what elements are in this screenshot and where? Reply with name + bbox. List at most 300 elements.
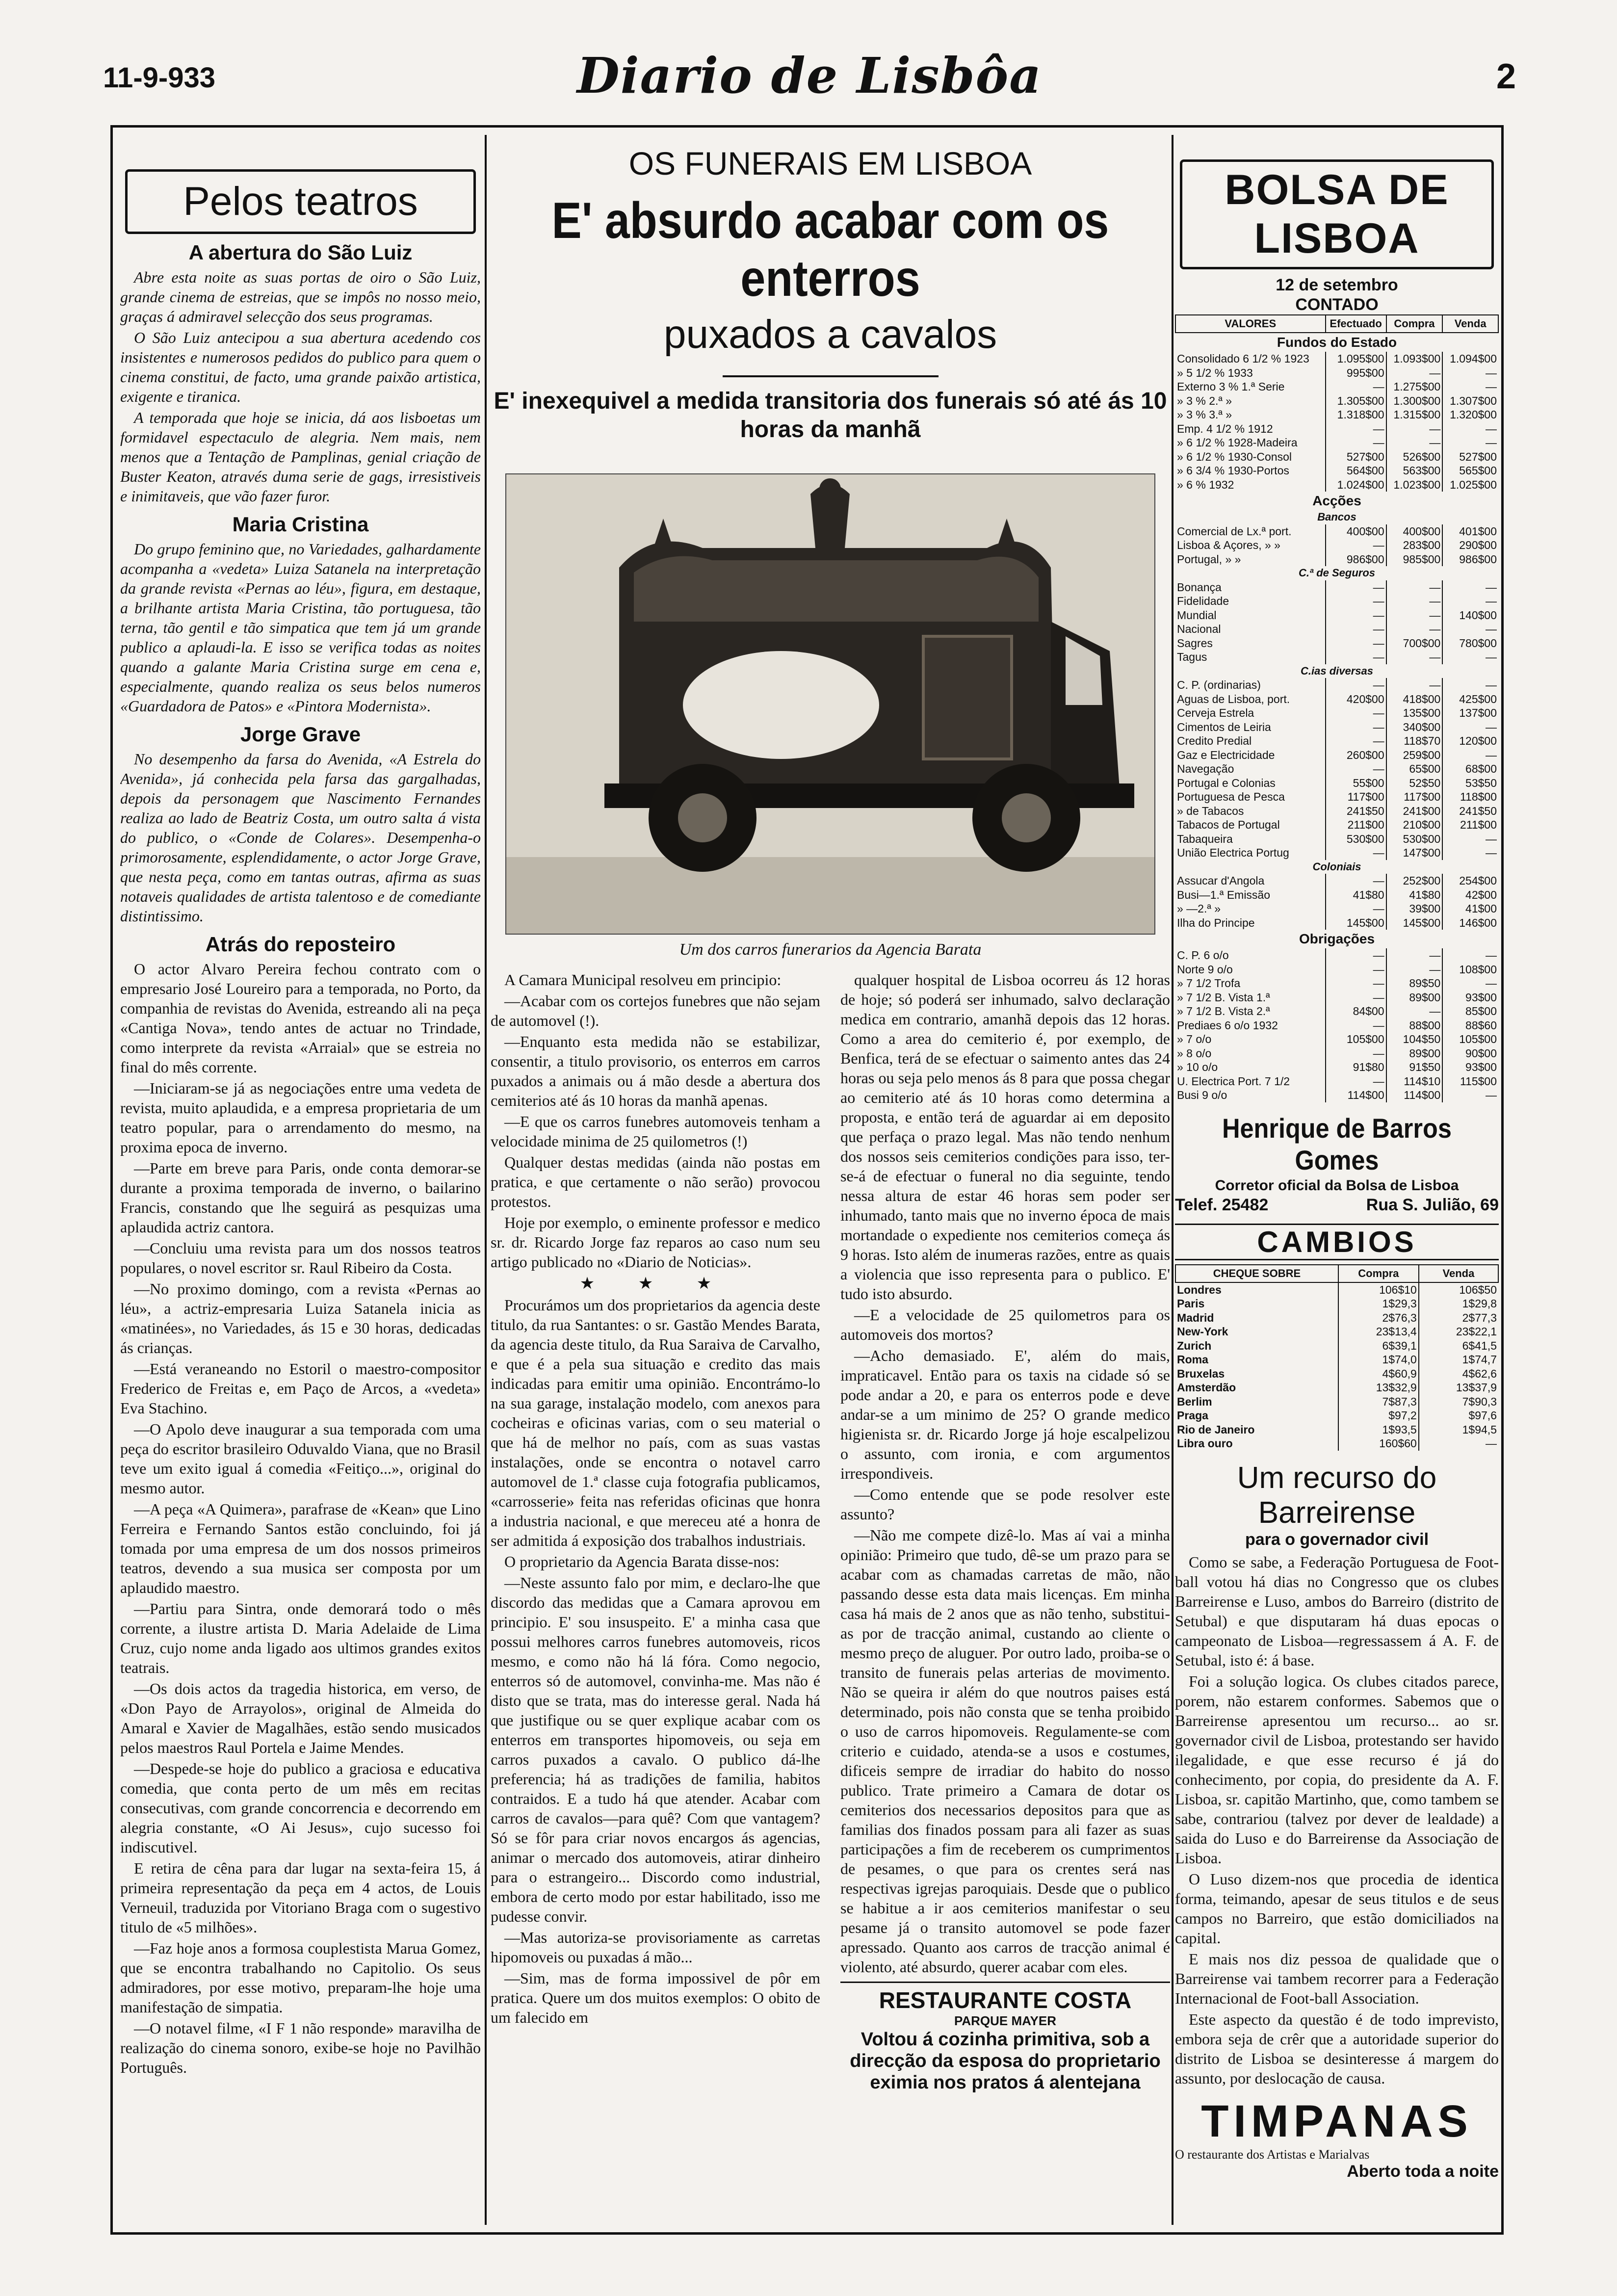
bolsa-compra: 283$00: [1386, 538, 1443, 552]
bolsa-section-label: Acções: [1312, 493, 1361, 508]
bolsa-row: [1175, 976, 1498, 991]
cambios-venda: 1$74,7: [1419, 1353, 1498, 1367]
bolsa-compra: 147$00: [1386, 846, 1443, 860]
bolsa-efectuado: 527$00: [1326, 450, 1386, 464]
article-kicker: OS FUNERAIS EM LISBOA: [628, 145, 1032, 182]
barreirense-subtitle: para o governador civil: [1245, 1530, 1429, 1549]
cambios-column-header: CHEQUE SOBRE: [1175, 1265, 1338, 1282]
cambios-venda: $97,6: [1419, 1409, 1498, 1423]
bolsa-security: » 6 1/2 % 1930-Consol: [1177, 450, 1292, 463]
bolsa-venda: —: [1442, 1088, 1498, 1102]
bolsa-compra: 89$50: [1386, 976, 1443, 991]
bolsa-compra: 340$00: [1386, 720, 1443, 734]
bolsa-venda: 137$00: [1442, 706, 1498, 720]
article-body: [491, 970, 1170, 2093]
bolsa-security: » 7 1/2 B. Vista 2.ª: [1177, 1005, 1270, 1018]
bolsa-security: Ilha do Principe: [1177, 916, 1255, 929]
bolsa-table: [1175, 314, 1499, 1102]
bolsa-row: [1175, 706, 1498, 720]
bolsa-compra: 52$50: [1386, 776, 1443, 790]
article-paragraph: —Sim, mas de forma impossivel de pôr em pratica. Quere um dos muitos exemplos: O obito de um falecido em: [491, 1969, 820, 2026]
barreirense-body: [1175, 1552, 1499, 2088]
bolsa-section-label: Coloniais: [1312, 860, 1361, 873]
masthead: [98, 47, 1521, 120]
cambios-row: [1175, 1367, 1498, 1381]
bolsa-efectuado: —: [1326, 422, 1386, 436]
bolsa-compra: —: [1386, 678, 1443, 692]
article-body-left: [491, 970, 820, 2093]
cambios-compra: 1$29,3: [1338, 1297, 1419, 1311]
bolsa-section-label: C.ª de Seguros: [1298, 567, 1376, 579]
cambios-row: [1175, 1339, 1498, 1353]
bolsa-efectuado: 114$00: [1326, 1088, 1386, 1102]
cambios-compra: $97,2: [1338, 1409, 1419, 1423]
article-paragraph: —Como entende que se pode resolver este assunto?: [840, 1486, 1170, 1523]
bolsa-venda: —: [1442, 650, 1498, 664]
bolsa-efectuado: —: [1326, 846, 1386, 860]
bolsa-row: [1175, 650, 1498, 664]
bolsa-security: Norte 9 o/o: [1177, 963, 1233, 976]
timpanas-ad-text: [1175, 2147, 1499, 2162]
cambios-venda: 7$90,3: [1419, 1395, 1498, 1409]
theatre-paragraph: Do grupo feminino que, no Variedades, galhardamente acompanha a «vedeta» Luiza Satanela na interpretação da grande revista «Pernas ao léu», figura, em destaque, a brilhante artista Maria Cristina, tão portuguesa, tão terna, tão gentil e tão simpatica que tem já um grande publico a aplaudi-la. E isso se verifica todas as noites quando a galante Maria Cristina surge em cena e, especialmente, quando realiza os seus belos numeros «Guardadora de Patos» e «Pintora Modernista».: [120, 540, 481, 715]
bolsa-security: C. P. (ordinarias): [1177, 678, 1261, 691]
issue-date: 11-9-933: [103, 62, 215, 94]
bolsa-compra: 135$00: [1386, 706, 1443, 720]
bolsa-venda: —: [1442, 580, 1498, 595]
barreirense-paragraph: Como se sabe, a Federação Portuguesa de Foot-ball votou há dias no Congresso que os clubes Barreirense e Luso, ambos do Barreiro (distrito de Setubal) e que disputaram há duas epocas o campeonato de Lisboa—regressassem á A. F. de Setubal, isto é: á base.: [1175, 1553, 1499, 1669]
restaurant-ad-body: Voltou á cozinha primitiva, sob a direcção da esposa do proprietario eximia nos pratos á alentejana: [850, 2029, 1161, 2093]
bolsa-venda: —: [1442, 422, 1498, 436]
bolsa-compra: —: [1386, 948, 1443, 963]
cambios-city: Zurich: [1177, 1339, 1212, 1352]
article-body-right: [840, 970, 1170, 2093]
bolsa-compra: 117$00: [1386, 790, 1443, 804]
bolsa-security: Assucar d'Angola: [1177, 874, 1265, 887]
bolsa-efectuado: —: [1326, 594, 1386, 608]
bolsa-row: [1175, 580, 1498, 595]
bolsa-efectuado: —: [1326, 380, 1386, 394]
barreirense-paragraph: Foi a solução logica. Os clubes citados parece, porem, não estarem conformes. Sabemos que o Barreirense apresentou um recurso... ao sr. governador civil de Lisboa, protestando ser havido ilegalidade, e que esse recurso é já do conhecimento, por copia, do presidente da A. F. Lisboa, sr. capitão Martinho, que, como tambem se sabe, contrariou (talvez por dever de lealdade) a saida do Luso e do Barreirense da Associação de Lisboa.: [1175, 1672, 1499, 1867]
bolsa-section-row: [1175, 333, 1498, 352]
cambios-venda: 13$37,9: [1419, 1381, 1498, 1395]
bolsa-venda: —: [1442, 366, 1498, 380]
bolsa-compra: 252$00: [1386, 874, 1443, 888]
bolsa-column-header: Venda: [1442, 315, 1498, 333]
bolsa-efectuado: —: [1326, 963, 1386, 977]
bolsa-efectuado: 986$00: [1326, 552, 1386, 567]
cambios-city: Rio de Janeiro: [1177, 1423, 1255, 1436]
cambios-row: [1175, 1409, 1498, 1423]
article-paragraph: —Não me compete dizê-lo. Mas aí vai a minha opinião: Primeiro que tudo, dê-se um prazo para se acabar com as chamadas carretas de mão, não passando desse esta data mais licenças. Em minha casa há mais de 2 anos que as não tenho, substitui-as por de tracção animal, custando ao cliente o mesmo preço de aluguer. Por outro lado, proiba-se o transito de funerais pelas arterias de movimento. Não se queira ir além do que noutros paises está determinado, pois não consta que se tenha proibido o uso de carros hipomoveis. Regulamente-se com criterio e cuidado, atenda-se a usos e costumes, dificeis sempre de irradiar do habito do nosso publico. Trate primeiro a Camara de dotar os cemiterios dos necessarios depositos para que as familias dos finados possam para ali fazer as suas participações a fim de receberem os cumprimentos de pesames, o que para os crentes será nas respectivas igrejas paroquiais. Desde que o publico se habitue a ir aos cemiterios manifestar o seu pesame já o transito automovel se pode fazer apressado. Quanto aos carros de tracção animal é violento, até absurdo, querer acabar com eles.: [840, 1526, 1170, 1976]
bolsa-efectuado: —: [1326, 622, 1386, 636]
bolsa-compra: 563$00: [1386, 464, 1443, 478]
bolsa-efectuado: —: [1326, 650, 1386, 664]
bolsa-compra: 1.300$00: [1386, 394, 1443, 408]
cambios-row: [1175, 1311, 1498, 1325]
bolsa-efectuado: 564$00: [1326, 464, 1386, 478]
bolsa-security: Nacional: [1177, 623, 1221, 635]
theatre-paragraph: No desempenho da farsa do Avenida, «A Estrela do Avenida», já conhecida pela farsa das gargalhadas, depois da personagem que Nascimento Fernandes realiza ao lado de Beatriz Costa, um outro salta á vista do publico, o «Conde de Colares». Desempenha-o primorosamente, esplendidamente, o actor Jorge Grave, que nesta peça, como em tantas outras, afirma as suas notaveis qualidades de artista talentoso e de comediante distintissimo.: [120, 750, 481, 925]
bolsa-security: Cerveja Estrela: [1177, 706, 1254, 719]
bolsa-venda: 290$00: [1442, 538, 1498, 552]
bolsa-compra: —: [1386, 1004, 1443, 1018]
broker-address: Rua S. Julião, 69: [1366, 1195, 1499, 1214]
cambios-row: [1175, 1395, 1498, 1409]
bolsa-efectuado: 1.318$00: [1326, 408, 1386, 422]
cambios-row: [1175, 1282, 1498, 1297]
cambios-city: Praga: [1177, 1409, 1208, 1422]
bolsa-column-header: VALORES: [1175, 315, 1326, 333]
bolsa-venda: 140$00: [1442, 608, 1498, 623]
divider: [723, 375, 939, 377]
bolsa-compra: 530$00: [1386, 832, 1443, 846]
bolsa-security: Navegação: [1177, 762, 1234, 775]
bolsa-compra: 91$50: [1386, 1060, 1443, 1074]
bolsa-row: [1175, 594, 1498, 608]
cambios-compra: 160$60: [1338, 1436, 1419, 1451]
bolsa-venda: —: [1442, 948, 1498, 963]
cambios-city: Amsterdão: [1177, 1381, 1236, 1394]
cambios-venda: 1$29,8: [1419, 1297, 1498, 1311]
article-paragraph: Hoje por exemplo, o eminente professor e medico sr. dr. Ricardo Jorge faz reparos ao caso num seu artigo publicado no «Diario de Noticias».: [491, 1214, 820, 1271]
bolsa-security: Prediaes 6 o/o 1932: [1177, 1018, 1278, 1032]
bolsa-row: [1175, 734, 1498, 748]
bolsa-compra: 65$00: [1386, 762, 1443, 776]
theatre-subheading: Jorge Grave: [240, 723, 361, 746]
bolsa-efectuado: 241$50: [1326, 804, 1386, 818]
bolsa-security: Gaz e Electricidade: [1177, 748, 1275, 761]
article-paragraph: Qualquer destas medidas (ainda não postas em pratica, e que certamente o não serão) provocou protestos.: [491, 1153, 820, 1210]
bolsa-venda: 115$00: [1442, 1074, 1498, 1089]
bolsa-section-row: [1175, 566, 1498, 580]
article-paragraph: Procurámos um dos proprietarios da agencia deste titulo, da rua Santantes: o sr. Gastão Mendes Barata, da agencia deste titulo, da Rua Saraiva de Carvalho, e que é a pela sua situação e credito das mais indicadas para emitir uma opinião. Encontrámo-lo na sua garage, instalação modelo, com anexos para cocheiras e oficinas varias, com o seu material o que há de melhor no país, com as suas vastas instalações, onde se encontra o notavel carro automovel de 1.ª classe cuja fotografia publicamos, «carrosserie» feita nas referidas oficinas que honra a industria nacional, e que mereceu até a honra de ser admitida á exposição dos trabalhos industriais.: [491, 1296, 820, 1549]
bolsa-row: [1175, 1032, 1498, 1046]
bolsa-row: [1175, 1004, 1498, 1018]
bolsa-venda: 105$00: [1442, 1032, 1498, 1046]
bolsa-venda: 425$00: [1442, 692, 1498, 706]
theatre-paragraph: —Está veraneando no Estoril o maestro-compositor Frederico de Freitas e, em Paço de Arcos, a «vedeta» Eva Stachino.: [120, 1360, 481, 1417]
bolsa-venda: 93$00: [1442, 1060, 1498, 1074]
bolsa-venda: 1.094$00: [1442, 352, 1498, 366]
article-paragraph: qualquer hospital de Lisboa ocorreu ás 12 horas de hoje; só poderá ser inhumado, salvo declaração medica em contrario, amanhã depois das 12 horas. Como a area do cemiterio é, por exemplo, de Benfica, terá de se efectuar o saimento antes das 24 horas ou seja pelo menos ás 8 para que possa chegar ao cemiterio até ás 10 horas como determina a proposta, e então terá de aguardar ai em deposito que perfaça o prazo legal. Mas não tendo nenhum dos nossos seis cemiterios condições para isso, ter-se-á de efectuar o funeral no dia seguinte, tendo nessa altura de estar 46 horas sem poder ser inhumado, tanto mais que no inverno época de mais mortandade o expediente nos cemiterios começa ás 9 horas. Isto além de inumeras razões, entre as quais a violencia que isso representa para o publico. E' tudo isto absurdo.: [840, 971, 1170, 1303]
bolsa-security: Credito Predial: [1177, 734, 1252, 747]
bolsa-efectuado: —: [1326, 1046, 1386, 1061]
bolsa-row: [1175, 804, 1498, 818]
bolsa-security: Aguas de Lisboa, port.: [1177, 692, 1290, 705]
bolsa-compra: 104$50: [1386, 1032, 1443, 1046]
cambios-city: Londres: [1177, 1283, 1222, 1296]
cambios-city: Madrid: [1177, 1311, 1214, 1324]
bolsa-section-row: [1175, 510, 1498, 524]
bolsa-section-label: Bancos: [1317, 511, 1356, 523]
bolsa-venda: —: [1442, 380, 1498, 394]
bolsa-venda: —: [1442, 832, 1498, 846]
cambios-compra: 23$13,4: [1338, 1325, 1419, 1339]
bolsa-row: [1175, 991, 1498, 1005]
restaurant-ad: [840, 1982, 1170, 2093]
bolsa-venda: 120$00: [1442, 734, 1498, 748]
bolsa-security: » 8 o/o: [1177, 1046, 1212, 1060]
bolsa-efectuado: 1.095$00: [1326, 352, 1386, 366]
theatre-paragraph: —O notavel filme, «I F 1 não responde» maravilha de realização do cinema sonoro, exibe-se hoje no Pavilhão Português.: [120, 2019, 481, 2076]
bolsa-efectuado: 145$00: [1326, 916, 1386, 930]
restaurant-ad-title: RESTAURANTE COSTA: [879, 1987, 1132, 2013]
bolsa-efectuado: —: [1326, 608, 1386, 623]
article-paragraph: —E que os carros funebres automoveis tenham a velocidade minima de 25 quilometros (!): [491, 1113, 820, 1150]
bolsa-row: [1175, 622, 1498, 636]
timpanas-ad-title: TIMPANAS: [1201, 2096, 1473, 2146]
bolsa-compra: 145$00: [1386, 916, 1443, 930]
bolsa-compra: 1.275$00: [1386, 380, 1443, 394]
bolsa-efectuado: 530$00: [1326, 832, 1386, 846]
bolsa-row: [1175, 720, 1498, 734]
bolsa-row: [1175, 636, 1498, 651]
bolsa-venda: 88$60: [1442, 1018, 1498, 1033]
bolsa-row: [1175, 916, 1498, 930]
theatre-paragraph: —Concluiu uma revista para um dos nossos teatros populares, o novel escritor sr. Raul Ribeiro da Costa.: [120, 1239, 481, 1277]
bolsa-row: [1175, 478, 1498, 492]
broker-name: Henrique de Barros Gomes: [1222, 1112, 1452, 1175]
bolsa-venda: —: [1442, 678, 1498, 692]
bolsa-row: [1175, 408, 1498, 422]
bolsa-venda: 85$00: [1442, 1004, 1498, 1018]
cambios-row: [1175, 1423, 1498, 1437]
cambios-venda: 4$62,6: [1419, 1367, 1498, 1381]
bolsa-compra: 114$10: [1386, 1074, 1443, 1089]
bolsa-venda: 108$00: [1442, 963, 1498, 977]
bolsa-venda: 93$00: [1442, 991, 1498, 1005]
barreirense-paragraph: Este aspecto da questão é de todo imprevisto, embora seja de crêr que a autoridade superior do distrito de Lisboa se desinteresse á margem do assunto, por deslocação de causa.: [1175, 2010, 1499, 2087]
barreirense-title: Um recurso do Barreirense: [1237, 1461, 1437, 1530]
cambios-table: [1175, 1264, 1499, 1451]
broker-phone: Telef. 25482: [1175, 1195, 1269, 1214]
bolsa-row: [1175, 352, 1498, 366]
bolsa-row: [1175, 1088, 1498, 1102]
bolsa-efectuado: 995$00: [1326, 366, 1386, 380]
bolsa-compra: —: [1386, 608, 1443, 623]
bolsa-venda: —: [1442, 594, 1498, 608]
bolsa-compra: 259$00: [1386, 748, 1443, 762]
cambios-city: Libra ouro: [1177, 1437, 1233, 1450]
bolsa-efectuado: 55$00: [1326, 776, 1386, 790]
bolsa-compra: —: [1386, 622, 1443, 636]
bolsa-row: [1175, 422, 1498, 436]
bolsa-venda: —: [1442, 720, 1498, 734]
bolsa-security: Cimentos de Leiria: [1177, 720, 1271, 733]
cambios-row: [1175, 1381, 1498, 1395]
bolsa-compra: 985$00: [1386, 552, 1443, 567]
bolsa-compra: 88$00: [1386, 1018, 1443, 1033]
bolsa-venda: —: [1442, 976, 1498, 991]
bolsa-efectuado: 260$00: [1326, 748, 1386, 762]
bolsa-security: » 6 1/2 % 1928-Madeira: [1177, 436, 1298, 449]
bolsa-compra: 210$00: [1386, 818, 1443, 832]
theatre-paragraph: O São Luiz antecipou a sua abertura acedendo cos insistentes e numerosos pedidos do publico para quem o cinema constitui, de facto, uma grande paixão artistica, exigente e tiranica.: [120, 329, 481, 405]
bolsa-venda: 41$00: [1442, 902, 1498, 916]
bolsa-row: [1175, 1074, 1498, 1089]
bolsa-venda: 1.320$00: [1442, 408, 1498, 422]
bolsa-section-label: C.ias diversas: [1301, 664, 1373, 677]
bolsa-security: União Electrica Portug: [1177, 846, 1289, 859]
broker-contact: [1175, 1196, 1499, 1215]
bolsa-title: BOLSA DE LISBOA: [1180, 159, 1494, 269]
bolsa-efectuado: 400$00: [1326, 524, 1386, 539]
bolsa-efectuado: 84$00: [1326, 1004, 1386, 1018]
bolsa-efectuado: —: [1326, 436, 1386, 450]
theatre-paragraph: Abre esta noite as suas portas de oiro o São Luiz, grande cinema de estreias, que se impôs no nosso meio, graças á admiravel selecção dos seus programas.: [120, 268, 481, 325]
bolsa-row: [1175, 832, 1498, 846]
bolsa-venda: —: [1442, 436, 1498, 450]
bolsa-security: Comercial de Lx.ª port.: [1177, 524, 1292, 538]
bolsa-venda: 241$50: [1442, 804, 1498, 818]
bolsa-row: [1175, 1060, 1498, 1074]
bolsa-efectuado: —: [1326, 991, 1386, 1005]
theatre-subheading: A abertura do São Luiz: [188, 241, 413, 264]
cambios-compra: 106$10: [1338, 1282, 1419, 1297]
cambios-venda: 6$41,5: [1419, 1339, 1498, 1353]
bolsa-row: [1175, 963, 1498, 977]
hearse-illustration: [506, 474, 1155, 935]
bolsa-security: Busi 9 o/o: [1177, 1089, 1227, 1101]
bolsa-security: » —2.ª »: [1177, 902, 1221, 915]
bolsa-security: » 7 o/o: [1177, 1033, 1212, 1045]
bolsa-security: Portugal, » »: [1177, 552, 1241, 566]
bolsa-venda: —: [1442, 622, 1498, 636]
cambios-compra: 7$87,3: [1338, 1395, 1419, 1409]
theatre-paragraph: —Faz hoje anos a formosa couplestista Marua Gomez, que se encontra trabalhando no Capitolio. Os seus admiradores, por esse motivo, preparam-lhe hoje uma manifestação de simpatia.: [120, 1939, 481, 2016]
bolsa-security: Mundial: [1177, 608, 1217, 622]
main-article: [491, 135, 1170, 2093]
hearse-photo: [505, 473, 1155, 935]
cambios-venda: 106$50: [1419, 1282, 1498, 1297]
bolsa-row: [1175, 776, 1498, 790]
article-deck: puxados a cavalos: [663, 312, 997, 357]
timpanas-tagline: O restaurante dos Artistas e Marialvas: [1175, 2147, 1370, 2162]
bolsa-security: Tagus: [1177, 651, 1207, 663]
bolsa-row: [1175, 366, 1498, 380]
theatre-subheading: Maria Cristina: [232, 513, 369, 536]
theatre-paragraph: —Parte em breve para Paris, onde conta demorar-se durante a proxima temporada de inverno, o bailarino Francis, constando que lhe seguirá as pesquizas uma aplaudida actriz cantora.: [120, 1159, 481, 1236]
cambios-venda: 2$77,3: [1419, 1311, 1498, 1325]
bolsa-security: » 3 % 3.ª »: [1177, 408, 1232, 421]
bolsa-security: Tabacos de Portugal: [1177, 818, 1280, 831]
bolsa-row: [1175, 538, 1498, 552]
timpanas-hours: Aberto toda a noite: [1347, 2162, 1499, 2181]
bolsa-compra: 41$80: [1386, 888, 1443, 902]
bolsa-row: [1175, 608, 1498, 623]
bolsa-security: » 3 % 2.ª »: [1177, 394, 1232, 407]
bolsa-compra: 241$00: [1386, 804, 1443, 818]
restaurant-ad-location: PARQUE MAYER: [954, 2013, 1057, 2028]
theatre-paragraph: —Partiu para Sintra, onde demorará todo o mês corrente, a ilustre artista D. Maria Adelaide de Lima Cruz, cujo nome anda ligado aos ultimos grandes exitos teatrais.: [120, 1600, 481, 1676]
cambios-column-header: Compra: [1338, 1265, 1419, 1282]
bolsa-efectuado: —: [1326, 706, 1386, 720]
bolsa-security: U. Electrica Port. 7 1/2: [1177, 1074, 1290, 1088]
bolsa-row: [1175, 748, 1498, 762]
photo-caption: Um dos carros funerarios da Agencia Barata: [679, 940, 982, 959]
cambios-row: [1175, 1297, 1498, 1311]
bolsa-section-label: Fundos do Estado: [1277, 335, 1397, 350]
cambios-compra: 2$76,3: [1338, 1311, 1419, 1325]
bolsa-row: [1175, 874, 1498, 888]
article-paragraph: —Neste assunto falo por mim, e declaro-lhe que discordo das medidas que a Camara aprovou em principio. E' sou insuspeito. E' a minha casa que possui melhores carros funebres automoveis, ricos mesmo, e como não há lá fóra. Como negocio, enterros só de automovel, convinha-me. Mas não é disto que se trata, mas do interesse geral. Nada há que justifique ou se quer explique acabar com os enterros em transportes hipomoveis, ou seja em carros puxados a cavalo. O publico dá-lhe preferencia; há as tradições de familia, habitos contraidos. E a tudo há que atender. Acabar com carros de cavalos—para quê? Com que vantagem? Só se fôr para criar novos encargos ás agencias, animar o mercado dos automoveis, atirar dinheiro para o estrangeiro... Discordo como industrial, embora de certo modo por estar habilitado, isso me pudesse convir.: [491, 1574, 820, 1925]
bolsa-compra: —: [1386, 366, 1443, 380]
bolsa-row: [1175, 394, 1498, 408]
bolsa-venda: 527$00: [1442, 450, 1498, 464]
bolsa-row: [1175, 818, 1498, 832]
bolsa-efectuado: —: [1326, 734, 1386, 748]
bolsa-security: » 7 1/2 Trofa: [1177, 977, 1241, 990]
barreirense-paragraph: O Luso dizem-nos que procedia de identica forma, teimando, apesar de seus titulos e de seus campos no Barreiro, que estão domiciliados na capital.: [1175, 1870, 1499, 1947]
bolsa-row: [1175, 450, 1498, 464]
bolsa-row: [1175, 846, 1498, 860]
bolsa-efectuado: —: [1326, 902, 1386, 916]
section-stars: ★ ★ ★: [579, 1275, 731, 1293]
article-headline: E' absurdo acabar com os enterros: [551, 192, 1109, 307]
bolsa-venda: 42$00: [1442, 888, 1498, 902]
column-rule: [1172, 135, 1174, 2225]
bolsa-efectuado: —: [1326, 948, 1386, 963]
bolsa-efectuado: —: [1326, 636, 1386, 651]
bolsa-compra: —: [1386, 594, 1443, 608]
cambios-venda: —: [1419, 1436, 1498, 1451]
newspaper-title: Diario de Lisbôa: [576, 47, 1043, 104]
bolsa-venda: 53$50: [1442, 776, 1498, 790]
bolsa-efectuado: 1.305$00: [1326, 394, 1386, 408]
bolsa-row: [1175, 692, 1498, 706]
bolsa-compra: 89$00: [1386, 991, 1443, 1005]
bolsa-efectuado: 91$80: [1326, 1060, 1386, 1074]
bolsa-security: Fidelidade: [1177, 595, 1229, 607]
bolsa-security: Consolidado 6 1/2 % 1923: [1177, 352, 1309, 365]
cambios-venda: 1$94,5: [1419, 1423, 1498, 1437]
bolsa-compra: —: [1386, 650, 1443, 664]
bolsa-row: [1175, 790, 1498, 804]
bolsa-efectuado: —: [1326, 874, 1386, 888]
bolsa-venda: 565$00: [1442, 464, 1498, 478]
bolsa-efectuado: —: [1326, 1018, 1386, 1033]
bolsa-section-label: Obrigações: [1299, 931, 1375, 946]
bolsa-security: » 10 o/o: [1177, 1061, 1218, 1073]
bolsa-compra: 118$70: [1386, 734, 1443, 748]
bolsa-contado: CONTADO: [1295, 295, 1379, 314]
bolsa-section-row: [1175, 860, 1498, 874]
cambios-city: Berlim: [1177, 1395, 1212, 1408]
bolsa-efectuado: —: [1326, 1074, 1386, 1089]
bolsa-row: [1175, 552, 1498, 567]
bolsa-efectuado: 420$00: [1326, 692, 1386, 706]
broker-role: Corretor oficial da Bolsa de Lisboa: [1215, 1177, 1459, 1194]
cambios-city: Paris: [1177, 1297, 1205, 1310]
bolsa-row: [1175, 762, 1498, 776]
cambios-compra: 1$93,5: [1338, 1423, 1419, 1437]
bolsa-compra: —: [1386, 580, 1443, 595]
article-subdeck: E' inexequivel a medida transitoria dos funerais só até ás 10 horas da manhã: [494, 388, 1167, 443]
bolsa-compra: 418$00: [1386, 692, 1443, 706]
bolsa-efectuado: 105$00: [1326, 1032, 1386, 1046]
bolsa-row: [1175, 380, 1498, 394]
bolsa-venda: 90$00: [1442, 1046, 1498, 1061]
page-number: 2: [1496, 57, 1516, 96]
bolsa-compra: 526$00: [1386, 450, 1443, 464]
bolsa-venda: 68$00: [1442, 762, 1498, 776]
bolsa-security: Portugal e Colonias: [1177, 776, 1276, 789]
cambios-row: [1175, 1353, 1498, 1367]
bolsa-venda: 780$00: [1442, 636, 1498, 651]
bolsa-security: Bonança: [1177, 580, 1222, 594]
article-paragraph: —Enquanto esta medida não se estabilizar, consentir, a titulo provisorio, os enterros em carros puxados a animais ou á mão desde a abertura dos cemiterios até ás 10 horas da manhã apenas.: [491, 1033, 820, 1109]
